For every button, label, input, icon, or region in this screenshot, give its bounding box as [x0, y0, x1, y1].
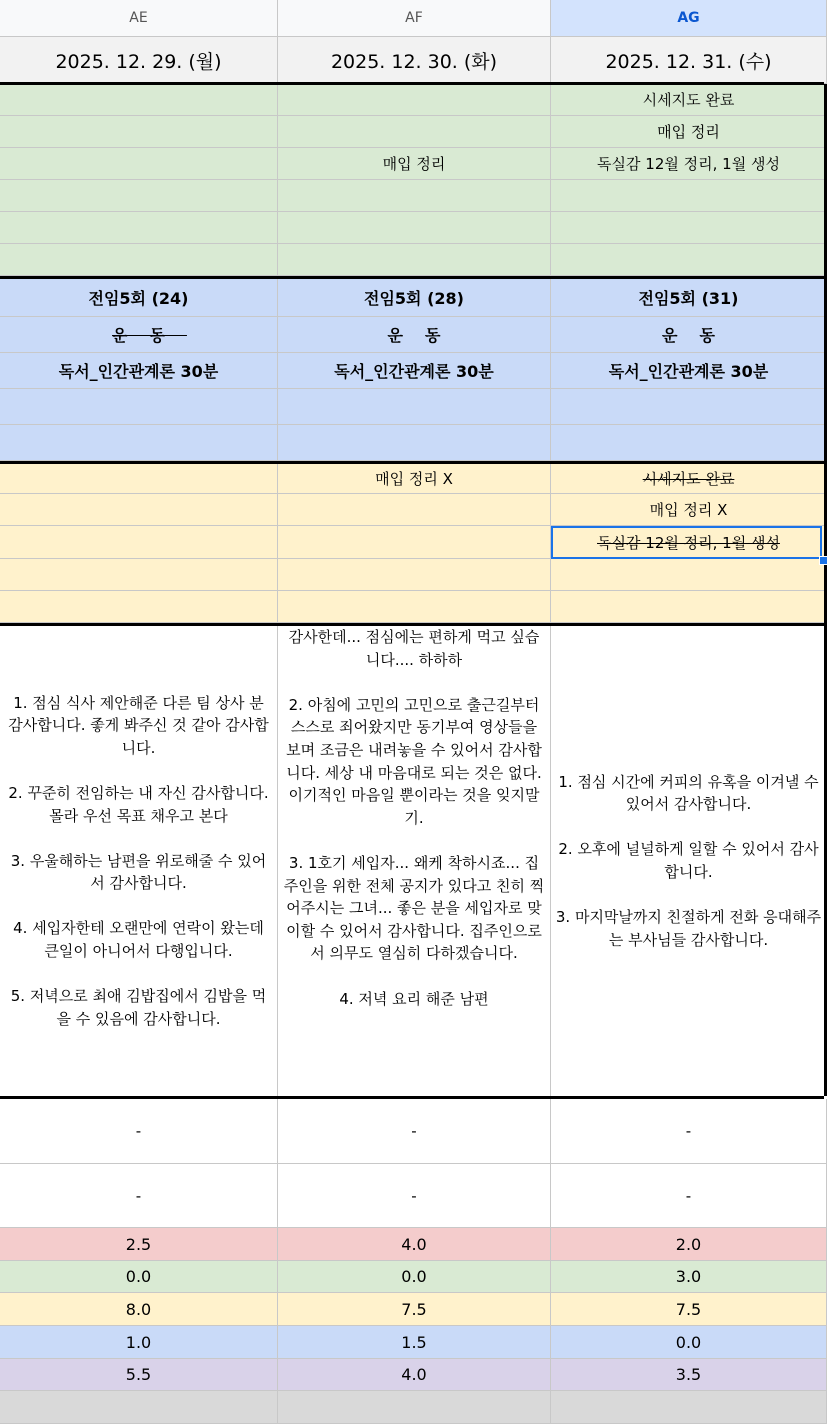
- routine-cell[interactable]: 전임5회 (24): [0, 279, 278, 317]
- plan-cell[interactable]: [0, 180, 278, 212]
- result-cell[interactable]: [0, 591, 278, 623]
- result-cell[interactable]: [0, 494, 278, 526]
- hours-cell[interactable]: 2.5: [0, 1228, 278, 1261]
- routine-row-empty: [0, 425, 827, 461]
- plan-row: [0, 148, 827, 180]
- gratitude-item: 3. 우울해하는 남편을 위로해줄 수 있어서 감사합니다.: [10, 851, 267, 893]
- hours-cell[interactable]: 7.5: [551, 1293, 827, 1326]
- hours-cell[interactable]: 5.5: [0, 1359, 278, 1391]
- hours-cell[interactable]: 8.0: [0, 1293, 278, 1326]
- plan-cell[interactable]: [278, 180, 551, 212]
- dash-cell[interactable]: -: [551, 1099, 827, 1164]
- result-cell-selected[interactable]: 독실감 12월 정리, 1월 생성: [551, 526, 827, 559]
- total-row: [0, 1391, 827, 1424]
- plan-cell[interactable]: [278, 84, 551, 116]
- gratitude-row: [0, 626, 827, 1096]
- column-header-ae[interactable]: AE: [0, 0, 278, 37]
- dash-cell[interactable]: -: [278, 1164, 551, 1228]
- result-cell[interactable]: [0, 559, 278, 591]
- hours-row-red: [0, 1228, 827, 1261]
- result-row: [0, 494, 827, 526]
- routine-row: [0, 279, 827, 317]
- plan-cell[interactable]: [278, 212, 551, 244]
- routine-cell[interactable]: [278, 317, 551, 353]
- result-row: [0, 463, 827, 494]
- date-cell[interactable]: 2025. 12. 31. (수): [551, 37, 827, 84]
- column-header-row: [0, 0, 827, 37]
- plan-cell[interactable]: [0, 212, 278, 244]
- gratitude-list: [555, 771, 822, 952]
- hours-cell[interactable]: 2.0: [551, 1228, 827, 1261]
- routine-text: 운동: [387, 326, 463, 345]
- result-cell[interactable]: [278, 559, 551, 591]
- date-cell[interactable]: 2025. 12. 30. (화): [278, 37, 551, 84]
- routine-row: [0, 317, 827, 353]
- gratitude-list: [4, 692, 273, 1031]
- plan-cell[interactable]: [551, 180, 827, 212]
- gratitude-item: 4. 세입자한테 오랜만에 연락이 왔는데 큰일이 아니어서 다행입니다.: [13, 919, 264, 961]
- dash-cell[interactable]: -: [0, 1099, 278, 1164]
- plan-row-empty: [0, 244, 827, 276]
- result-cell[interactable]: [278, 494, 551, 526]
- plan-cell[interactable]: 매입 정리: [551, 116, 827, 148]
- routine-text: 운동: [112, 326, 187, 345]
- section-divider: [0, 623, 824, 626]
- routine-row-empty: [0, 389, 827, 425]
- result-cell[interactable]: [551, 559, 827, 591]
- gratitude-item: 2. 오후에 널널하게 일할 수 있어서 감사합니다.: [558, 840, 819, 881]
- hours-cell[interactable]: 1.0: [0, 1326, 278, 1359]
- routine-cell[interactable]: [551, 317, 827, 353]
- gratitude-item: 2. 아침에 고민의 고민으로 출근길부터 스스로 죄어왔지만 동기부여 영상들을 보며 조금은 내려놓을 수 있어서 감사합니다. 세상 내 마음대로 되는 것은 없다. 이기적인 마음일 뿐이라는 것을 잊지말기.: [286, 695, 542, 827]
- dash-row: [0, 1164, 827, 1228]
- section-divider: [0, 82, 824, 85]
- dash-row: [0, 1099, 827, 1164]
- hours-row-purple: [0, 1359, 827, 1391]
- column-header-af[interactable]: AF: [278, 0, 551, 37]
- gratitude-item: 감사한데... 점심에는 편하게 먹고 싶습니다.... 하하하: [288, 628, 540, 669]
- plan-row-empty: [0, 180, 827, 212]
- gratitude-cell-ag[interactable]: [551, 626, 827, 1096]
- routine-cell[interactable]: 전임5회 (28): [278, 279, 551, 317]
- dash-cell[interactable]: -: [551, 1164, 827, 1228]
- gratitude-item: 3. 1호기 세입자... 왜케 착하시죠... 집주인을 위한 전체 공지가 있다고 친히 찍어주시는 그녀... 좋은 분을 세입자로 맞이할 수 있어서 감사합니다. 집주인으로서 의무도 열심히 다하겠습니다.: [283, 853, 545, 963]
- result-cell[interactable]: [278, 526, 551, 559]
- hours-cell[interactable]: 4.0: [278, 1228, 551, 1261]
- result-cell[interactable]: 매입 정리 X: [278, 463, 551, 494]
- gratitude-item: 1. 점심 식사 제안해준 다른 팀 상사 분 감사합니다. 좋게 봐주신 것 같아 감사합니다.: [8, 693, 269, 757]
- total-cell[interactable]: [551, 1391, 827, 1424]
- result-row-empty: [0, 559, 827, 591]
- plan-cell[interactable]: [551, 212, 827, 244]
- routine-cell[interactable]: [0, 317, 278, 353]
- routine-row: [0, 353, 827, 389]
- hours-row-green: [0, 1261, 827, 1293]
- plan-cell[interactable]: [551, 244, 827, 276]
- gratitude-cell-af[interactable]: [278, 626, 551, 1096]
- plan-cell[interactable]: [0, 116, 278, 148]
- plan-row-empty: [0, 212, 827, 244]
- routine-cell[interactable]: 전임5회 (31): [551, 279, 827, 317]
- hours-cell[interactable]: 0.0: [551, 1326, 827, 1359]
- result-cell[interactable]: [551, 591, 827, 623]
- hours-cell[interactable]: 4.0: [278, 1359, 551, 1391]
- plan-cell[interactable]: [278, 244, 551, 276]
- gratitude-list: [282, 626, 546, 1010]
- date-row: [0, 37, 827, 84]
- routine-cell[interactable]: [278, 389, 551, 425]
- routine-cell[interactable]: 독서_인간관계론 30분: [278, 353, 551, 389]
- gratitude-item: 5. 저녁으로 최애 김밥집에서 김밥을 먹을 수 있음에 감사합니다.: [10, 987, 267, 1028]
- routine-text: 운동: [662, 326, 737, 345]
- hours-cell[interactable]: 3.0: [551, 1261, 827, 1293]
- fill-handle[interactable]: [819, 556, 827, 565]
- plan-cell[interactable]: [0, 84, 278, 116]
- total-cell[interactable]: [278, 1391, 551, 1424]
- plan-row: [0, 116, 827, 148]
- section-divider: [0, 461, 824, 464]
- date-cell[interactable]: 2025. 12. 29. (월): [0, 37, 278, 84]
- result-cell[interactable]: 시세지도 완료: [551, 463, 827, 494]
- plan-cell[interactable]: 시세지도 완료: [551, 84, 827, 116]
- gratitude-item: 1. 점심 시간에 커피의 유혹을 이겨낼 수 있어서 감사합니다.: [558, 772, 819, 814]
- gratitude-item: 4. 저녁 요리 해준 남편: [339, 989, 489, 1008]
- hours-cell[interactable]: 7.5: [278, 1293, 551, 1326]
- dash-cell[interactable]: -: [0, 1164, 278, 1228]
- hours-row-yellow: [0, 1293, 827, 1326]
- result-cell[interactable]: [0, 463, 278, 494]
- hours-row-blue: [0, 1326, 827, 1359]
- result-row-empty: [0, 591, 827, 623]
- plan-row: [0, 84, 827, 116]
- column-header-ag[interactable]: AG: [551, 0, 827, 37]
- plan-cell[interactable]: 독실감 12월 정리, 1월 생성: [551, 148, 827, 180]
- hours-cell[interactable]: 3.5: [551, 1359, 827, 1391]
- routine-cell[interactable]: [278, 425, 551, 461]
- routine-cell[interactable]: [0, 425, 278, 461]
- gratitude-item: 3. 마지막날까지 친절하게 전화 응대해주는 부사님들 감사합니다.: [555, 908, 822, 949]
- section-divider: [0, 1096, 824, 1099]
- routine-cell[interactable]: 독서_인간관계론 30분: [551, 353, 827, 389]
- routine-cell[interactable]: [0, 389, 278, 425]
- gratitude-cell-ae[interactable]: [0, 626, 278, 1096]
- total-cell[interactable]: [0, 1391, 278, 1424]
- result-cell[interactable]: [0, 526, 278, 559]
- gratitude-item: 2. 꾸준히 전임하는 내 자신 감사합니다. 몰라 우선 목표 채우고 본다: [8, 783, 269, 825]
- routine-cell[interactable]: [551, 389, 827, 425]
- cell-selection-outline: [551, 526, 822, 559]
- plan-cell[interactable]: 매입 정리: [278, 148, 551, 180]
- routine-cell[interactable]: [551, 425, 827, 461]
- dash-cell[interactable]: -: [278, 1099, 551, 1164]
- section-divider: [0, 276, 824, 279]
- plan-cell[interactable]: [0, 148, 278, 180]
- routine-cell[interactable]: 독서_인간관계론 30분: [0, 353, 278, 389]
- result-cell[interactable]: 매입 정리 X: [551, 494, 827, 526]
- plan-cell[interactable]: [0, 244, 278, 276]
- hours-cell[interactable]: 0.0: [0, 1261, 278, 1293]
- hours-cell[interactable]: 1.5: [278, 1326, 551, 1359]
- plan-cell[interactable]: [278, 116, 551, 148]
- result-cell[interactable]: [278, 591, 551, 623]
- hours-cell[interactable]: 0.0: [278, 1261, 551, 1293]
